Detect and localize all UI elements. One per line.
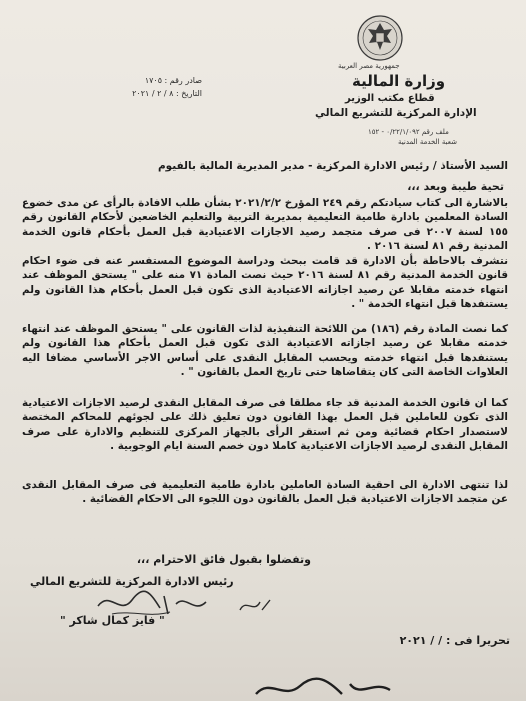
eagle-emblem-icon xyxy=(350,12,410,64)
paragraph-4: كما ان قانون الخدمة المدنية قد جاء مطلقا فى صرف المقابل النقدى لرصيد الاجازات الاعتيادية الذى تكون للعاملين قبل العمل بهذا القانون دون تعليق ذلك على لجوئهم للمحاكم المختصة لاستصدار احكام قضائية ومن ثم استقر الرأى بالجهاز المركزى للتنظيم والادارة على صرف المقابل النقدى لرصيد الاجازات الاعتيادية كاملا دون خصم السنة ايام الوجوبية . xyxy=(22,397,508,453)
document-meta xyxy=(92,74,202,100)
written-on-date: تحريرا فى : / / ٢٠٢١ xyxy=(399,634,510,647)
bottom-handwriting xyxy=(250,676,400,701)
outgoing-number: صادر رقم : ١٧٠٥ xyxy=(144,76,202,85)
paragraph-1: بالاشارة الى كتاب سيادتكم رقم ٢٤٩ المؤرخ ٢٠٢١/٢/٢ بشأن طلب الافادة بالرأى عن مدى خضوع السادة المعلمين بادارة طامية التعليمية بمديرية التربية والتعليم الخاضعين لأحكام القانون رقم ١٥٥ لسنة ٢٠٠٧ فى صرف متجمد رصيد الاجازات الاعتيادية قبل العمل بأحكام قانون الخدمة المدنية رقم ٨١ لسنة ٢٠١٦ . xyxy=(22,197,508,253)
signatory-name: " فايز كمال شاكر " xyxy=(60,614,165,627)
addressee: السيد الأستاذ / رئيس الادارة المركزية - مدير المديرية المالية بالفيوم xyxy=(157,160,508,172)
country-name: جمهورية مصر العربية xyxy=(338,62,400,70)
greeting: تحية طيبة وبعد ،،، xyxy=(407,180,504,193)
unit-name: شعبة الخدمة المدنية xyxy=(398,138,457,146)
document-date: التاريخ : ٨ / ٢ / ٢٠٢١ xyxy=(132,89,202,98)
paragraph-2: نتشرف بالاحاطة بأن الادارة قد قامت ببحث ودراسة الموضوع المستفسر عنه فى ضوء احكام قانون الخدمة المدنية رقم ٨١ لسنة ٢٠١٦ حيث نصت المادة ٧١ منه على " يستحق الموظف عند انتهاء خدمته مقابلا عن رصيد اجازاته الاعتيادية الذى تكون قبل العمل بأحكام هذا القانون ولم يستنفدها قبل انتهاء الخدمة " . xyxy=(22,255,508,311)
closing-line: وتفضلوا بقبول فائق الاحترام ،،، xyxy=(136,553,311,566)
file-number: ملف رقم ٠/٢٢/١/٠٩٢ - ١٥٢ xyxy=(368,128,449,136)
paragraph-3: كما نصت المادة رقم (١٨٦) من اللائحة التنفيذية لذات القانون على " يستحق الموظف عند انتهاء خدمته مقابلا عن رصيد اجازاته الاعتيادية الذى تكون قبل العمل بأحكام هذا القانون ولم يستنفدها قبل انتهاء خدمته ويحسب المقابل النقدى على أساس الاجر الأساسي مضافا اليه العلاوات الخاصة التى كان يتقاضاها حتى تاريخ العمل بالقانون " . xyxy=(22,323,508,379)
sector-name: قطاع مكتب الوزير xyxy=(345,93,435,104)
ministry-name: وزارة المالية xyxy=(352,72,446,90)
department-name: الإدارة المركزية للتشريع المالي xyxy=(315,107,477,119)
signatory-title: رئيس الادارة المركزية للتشريع المالي xyxy=(30,575,234,588)
initials-mark xyxy=(236,594,276,618)
paragraph-5: لذا تنتهى الادارة الى احقية السادة العاملين بادارة طامية التعليمية فى صرف المقابل النقدى عن متجمد الاجازات الاعتيادية قبل العمل بالقانون دون اللجوء الى الاحكام القضائية . xyxy=(22,479,508,506)
